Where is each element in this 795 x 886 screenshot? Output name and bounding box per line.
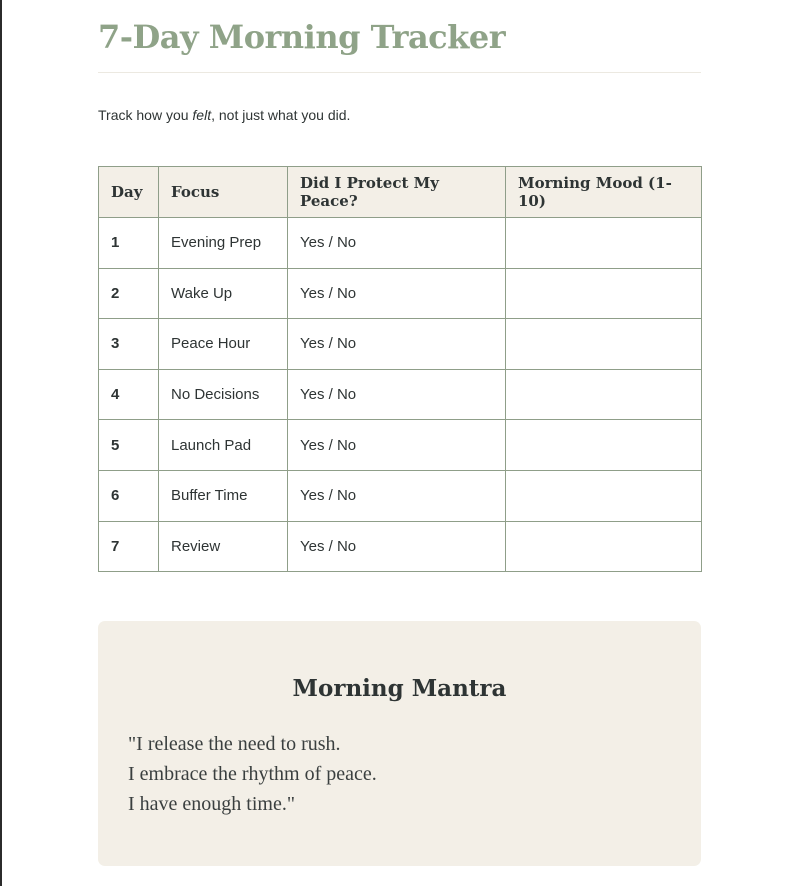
column-header-peace: Did I Protect My Peace? xyxy=(288,167,506,218)
subtitle xyxy=(98,107,350,123)
focus-cell: Wake Up xyxy=(159,268,288,319)
mood-cell xyxy=(506,369,702,420)
focus-cell: Launch Pad xyxy=(159,420,288,471)
focus-cell: Buffer Time xyxy=(159,470,288,521)
day-cell: 1 xyxy=(99,218,159,269)
mood-cell xyxy=(506,420,702,471)
column-header-mood: Morning Mood (1-10) xyxy=(506,167,702,218)
day-cell: 6 xyxy=(99,470,159,521)
table-row xyxy=(99,218,702,269)
table-row xyxy=(99,369,702,420)
subtitle-text-end: , not just what you did. xyxy=(211,107,351,123)
peace-cell: Yes / No xyxy=(288,369,506,420)
day-cell: 7 xyxy=(99,521,159,572)
mantra-box xyxy=(98,621,701,866)
focus-cell: Review xyxy=(159,521,288,572)
column-header-focus: Focus xyxy=(159,167,288,218)
focus-cell: Evening Prep xyxy=(159,218,288,269)
tracker-table xyxy=(98,166,702,572)
table-row xyxy=(99,470,702,521)
table-row xyxy=(99,521,702,572)
mantra-line: "I release the need to rush. xyxy=(128,733,341,755)
peace-cell: Yes / No xyxy=(288,268,506,319)
day-cell: 4 xyxy=(99,369,159,420)
subtitle-emphasis: felt xyxy=(192,107,212,123)
focus-cell: Peace Hour xyxy=(159,319,288,370)
peace-cell: Yes / No xyxy=(288,521,506,572)
day-cell: 2 xyxy=(99,268,159,319)
peace-cell: Yes / No xyxy=(288,420,506,471)
mood-cell xyxy=(506,521,702,572)
column-header-day: Day xyxy=(99,167,159,218)
peace-cell: Yes / No xyxy=(288,319,506,370)
title-divider xyxy=(98,72,701,73)
table-row xyxy=(99,268,702,319)
day-cell: 5 xyxy=(99,420,159,471)
page-left-edge xyxy=(0,0,2,886)
table-row xyxy=(99,319,702,370)
tracker-header-row xyxy=(99,167,702,218)
peace-cell: Yes / No xyxy=(288,218,506,269)
focus-cell: No Decisions xyxy=(159,369,288,420)
mantra-title: Morning Mantra xyxy=(292,675,507,702)
mantra-text xyxy=(128,729,377,819)
mood-cell xyxy=(506,319,702,370)
table-row xyxy=(99,420,702,471)
day-cell: 3 xyxy=(99,319,159,370)
mood-cell xyxy=(506,470,702,521)
peace-cell: Yes / No xyxy=(288,470,506,521)
mood-cell xyxy=(506,268,702,319)
mantra-line: I embrace the rhythm of peace. xyxy=(128,763,377,785)
mantra-line: I have enough time." xyxy=(128,793,296,815)
mood-cell xyxy=(506,218,702,269)
subtitle-text-start: Track how you xyxy=(98,107,193,123)
page-title: 7-Day Morning Tracker xyxy=(98,18,506,56)
